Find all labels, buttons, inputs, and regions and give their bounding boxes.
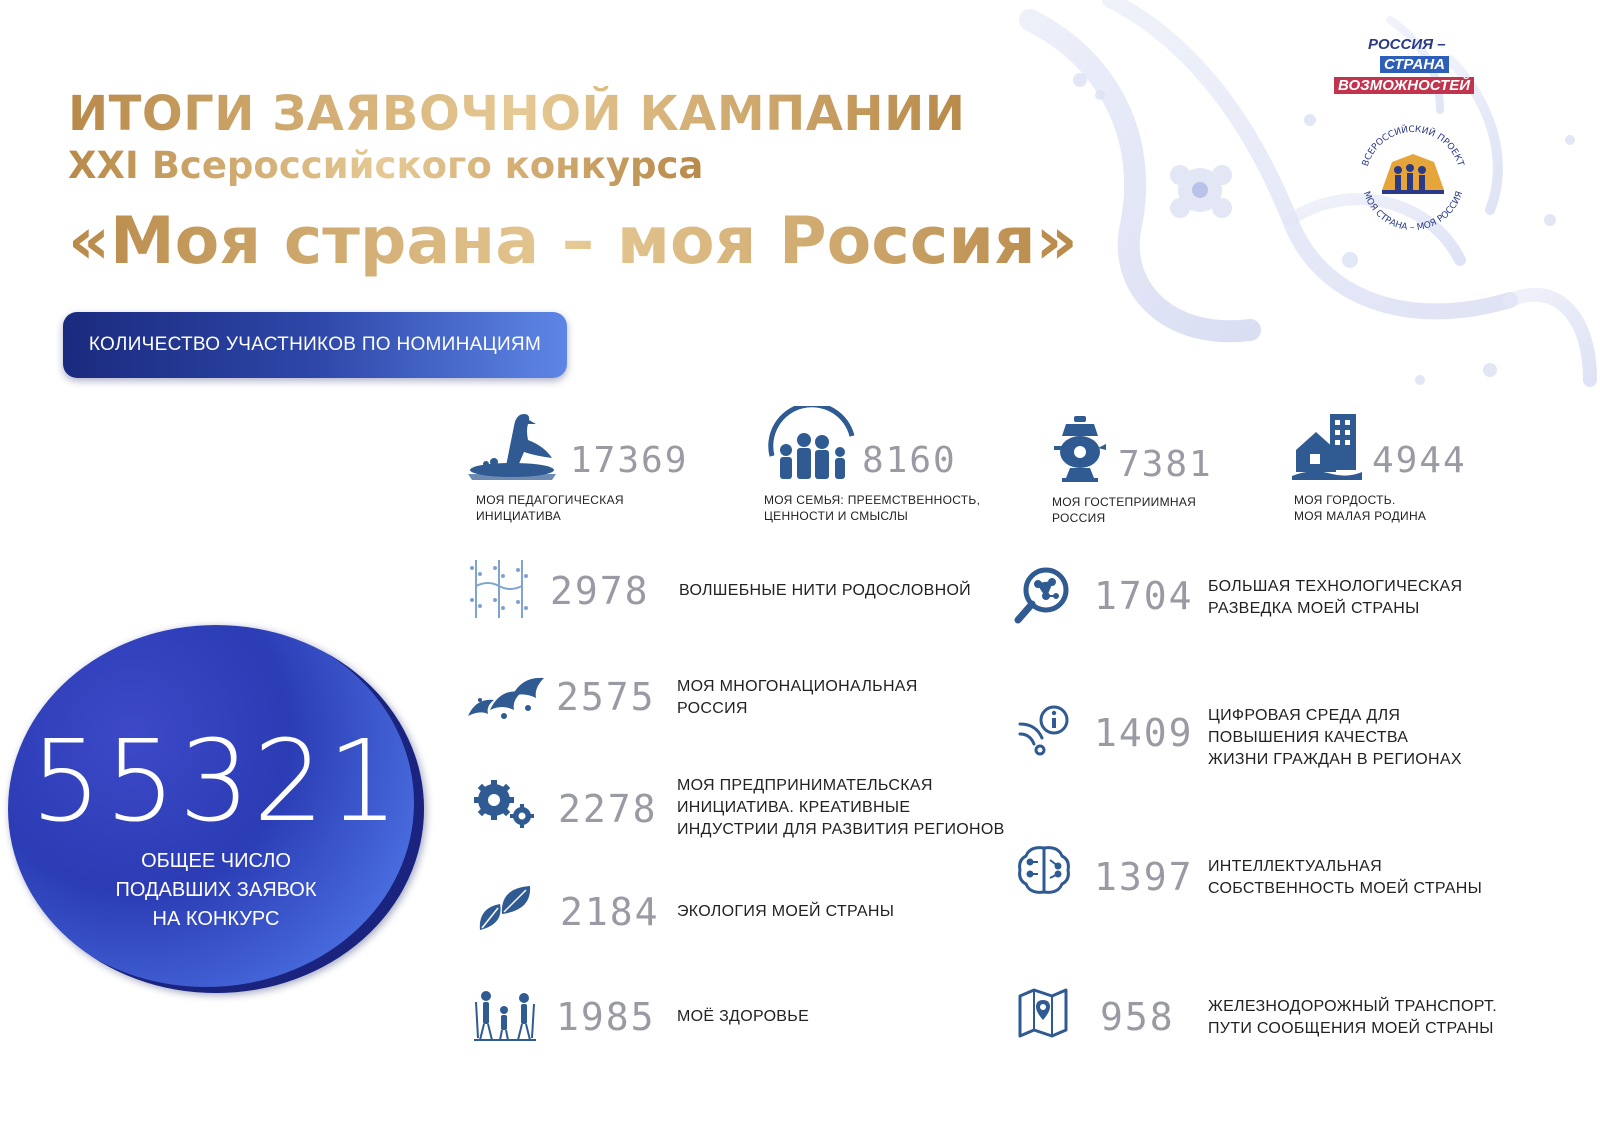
nomination-label: МОЯ ГОСТЕПРИИМНАЯ РОССИЯ bbox=[1052, 495, 1197, 525]
magnifier-icon bbox=[1014, 566, 1072, 624]
nomination-value: 2575 bbox=[556, 675, 656, 719]
nomination-label: БОЛЬШАЯ ТЕХНОЛОГИЧЕСКАЯ РАЗВЕДКА МОЕЙ СТРАНЫ bbox=[1208, 578, 1463, 617]
total-label-line2: ПОДАВШИХ ЗАЯВОК bbox=[115, 879, 317, 901]
nomination-label: МОЁ ЗДОРОВЬЕ bbox=[677, 1008, 810, 1025]
nomination-value: 2978 bbox=[550, 569, 650, 613]
svg-text:ВСЕРОССИЙСКИЙ ПРОЕКТ: ВСЕРОССИЙСКИЙ ПРОЕКТ bbox=[1360, 124, 1466, 168]
title-line-3: «Моя страна – моя Россия» bbox=[68, 204, 1078, 279]
nomination-label: ЭКОЛОГИЯ МОЕЙ СТРАНЫ bbox=[677, 903, 895, 920]
section-label: КОЛИЧЕСТВО УЧАСТНИКОВ ПО НОМИНАЦИЯМ bbox=[63, 312, 567, 378]
nomination-value: 1985 bbox=[556, 995, 656, 1039]
nomination-label: ИНТЕЛЛЕКТУАЛЬНАЯ СОБСТВЕННОСТЬ МОЕЙ СТРАНЫ bbox=[1208, 858, 1483, 897]
nomination-value: 1397 bbox=[1094, 855, 1194, 899]
title-line-1: ИТОГИ ЗАЯВОЧНОЙ КАМПАНИИ bbox=[68, 86, 966, 142]
stork-icon bbox=[466, 406, 558, 484]
nomination-label: МОЯ СЕМЬЯ: ПРЕЕМСТВЕННОСТЬ, ЦЕННОСТИ И СМЫСЛЫ bbox=[764, 493, 981, 523]
nomination-label: МОЯ МНОГОНАЦИОНАЛЬНАЯ РОССИЯ bbox=[677, 678, 918, 717]
nomination-value: 8160 bbox=[862, 440, 957, 481]
nomination-label: ЖЕЛЕЗНОДОРОЖНЫЙ ТРАНСПОРТ. ПУТИ СООБЩЕНИЯ МОЕЙ СТРАНЫ bbox=[1208, 998, 1498, 1037]
ornament-icon bbox=[466, 670, 548, 722]
logo-rsv-line2: СТРАНА bbox=[1380, 56, 1449, 73]
hometown-icon bbox=[1292, 410, 1362, 482]
nomination-value: 1704 bbox=[1094, 574, 1194, 618]
nomination-value: 2184 bbox=[560, 890, 660, 934]
nomination-label: ВОЛШЕБНЫЕ НИТИ РОДОСЛОВНОЙ bbox=[679, 582, 971, 599]
total-label-line3: НА КОНКУРС bbox=[152, 908, 280, 930]
logo-russia-land-of-opportunity bbox=[1334, 34, 1504, 104]
nomination-label: МОЯ ПЕДАГОГИЧЕСКАЯ ИНИЦИАТИВА bbox=[476, 493, 624, 523]
nomination-value: 4944 bbox=[1372, 440, 1467, 481]
logo-rsv-line1: РОССИЯ – bbox=[1368, 36, 1446, 53]
skiers-icon bbox=[474, 988, 536, 1042]
logo-my-country-my-russia bbox=[1352, 118, 1474, 240]
svg-text:МОЯ СТРАНА – МОЯ РОССИЯ: МОЯ СТРАНА – МОЯ РОССИЯ bbox=[1360, 190, 1466, 234]
nomination-value: 1409 bbox=[1094, 711, 1194, 755]
nomination-value: 2278 bbox=[558, 787, 658, 831]
nomination-value: 958 bbox=[1100, 995, 1175, 1039]
floral-ornament bbox=[990, 0, 1600, 420]
title-line-2: XXI Всероссийского конкурса bbox=[68, 144, 704, 187]
route-map-icon bbox=[1018, 988, 1068, 1038]
nomination-label: МОЯ ГОРДОСТЬ. МОЯ МАЛАЯ РОДИНА bbox=[1294, 493, 1427, 523]
family-icon bbox=[764, 406, 860, 484]
total-value: 55321 bbox=[30, 717, 402, 847]
brain-icon bbox=[1016, 844, 1072, 896]
leaves-icon bbox=[476, 884, 534, 934]
total-label bbox=[8, 847, 424, 934]
nomination-value: 7381 bbox=[1118, 444, 1213, 485]
nomination-value: 17369 bbox=[570, 440, 689, 481]
nomination-label: ЦИФРОВАЯ СРЕДА ДЛЯ ПОВЫШЕНИЯ КАЧЕСТВА ЖИЗНИ ГРАЖДАН В РЕГИОНАХ bbox=[1208, 707, 1462, 768]
family-tree-icon bbox=[466, 556, 532, 622]
nomination-label: МОЯ ПРЕДПРИНИМАТЕЛЬСКАЯ ИНИЦИАТИВА. КРЕАТИВНЫЕ ИНДУСТРИИ ДЛЯ РАЗВИТИЯ РЕГИОНОВ bbox=[677, 777, 1005, 838]
total-label-line1: ОБЩЕЕ ЧИСЛО bbox=[141, 850, 291, 872]
samovar-icon bbox=[1052, 414, 1108, 486]
logo-rsv-line3: ВОЗМОЖНОСТЕЙ bbox=[1334, 77, 1474, 94]
gears-icon bbox=[472, 778, 538, 830]
wifi-info-icon bbox=[1016, 704, 1070, 758]
total-applications-circle bbox=[8, 625, 424, 993]
